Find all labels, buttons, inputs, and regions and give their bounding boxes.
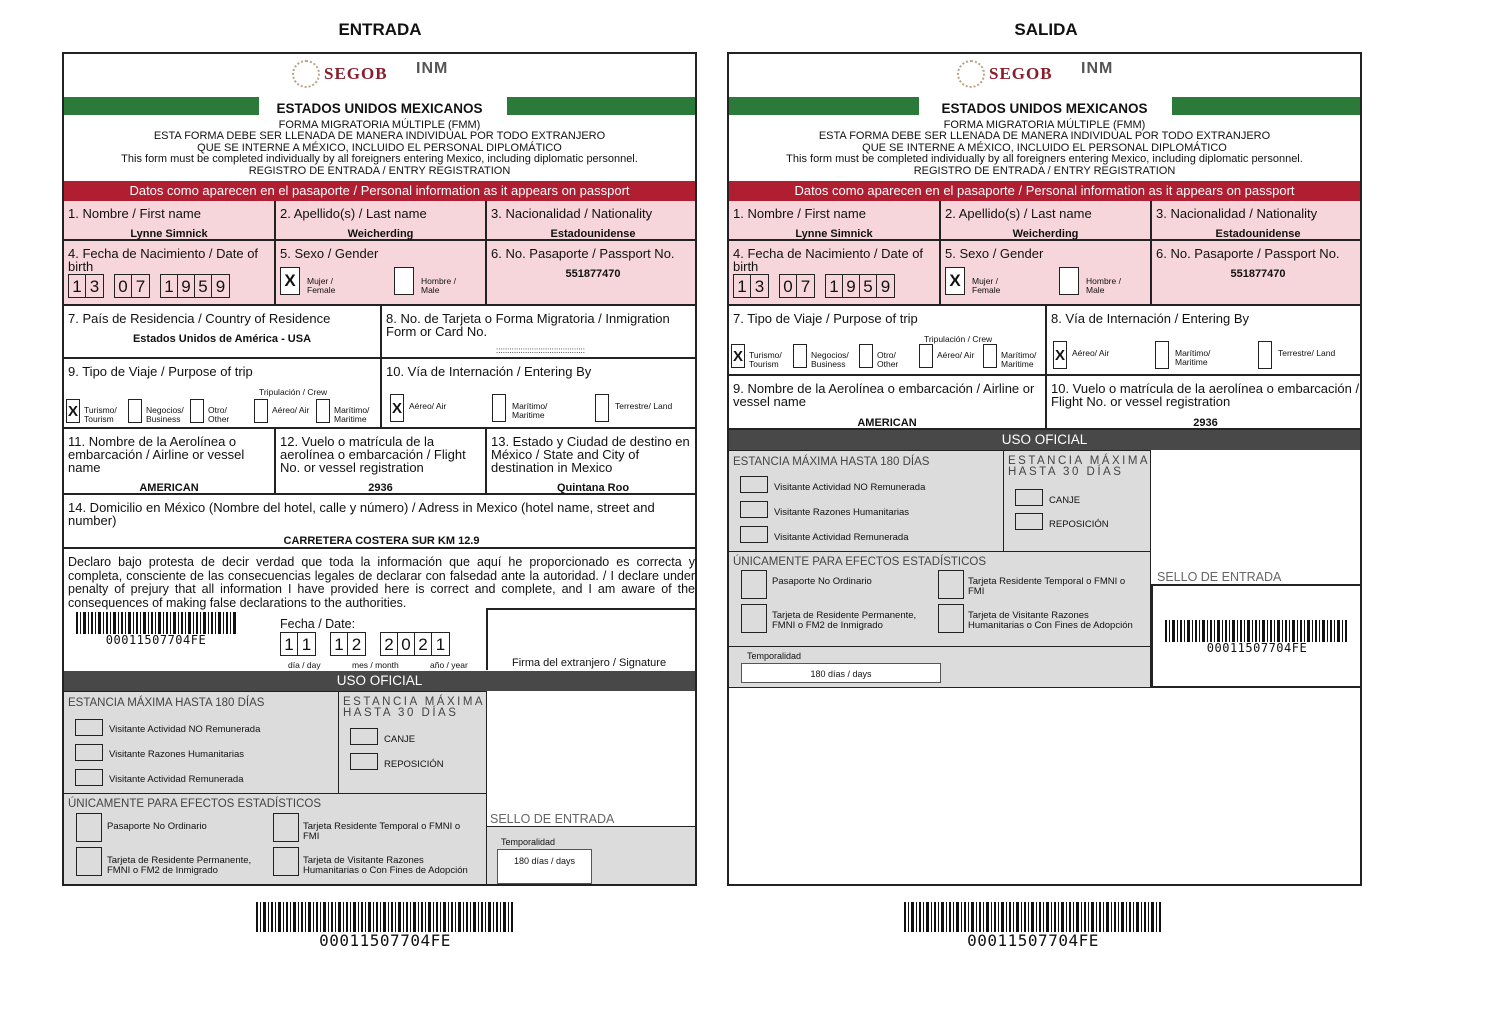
stay-30-panel (338, 691, 487, 794)
barcode-number: 00011507704FE (1206, 641, 1308, 655)
s4-label: Tarjeta de Visitante Razones Humanitarias o Con Fines de Adopción (968, 610, 1133, 631)
v2-label: Visitante Razones Humanitarias (774, 507, 910, 518)
stay-30-label: ESTANCIA MÁXIMA HASTA 30 DÍAS (343, 696, 485, 719)
entry-land-checkbox[interactable] (595, 394, 609, 422)
signature-label: Firma del extranjero / Signature (512, 657, 667, 669)
dob-field[interactable] (64, 241, 276, 306)
official-use-header: USO OFICIAL (729, 430, 1360, 450)
s1-checkbox[interactable] (76, 813, 102, 842)
salida-bottom-barcode (904, 902, 1162, 932)
last-name-value: Weicherding (347, 228, 414, 240)
field-label: 7. Tipo de Viaje / Purpose of trip (733, 311, 918, 326)
passport-value: 551877470 (565, 268, 621, 280)
field-label: 1. Nombre / First name (733, 206, 866, 221)
temporality-label: Temporalidad (747, 651, 802, 661)
inm-logo: INM (1081, 60, 1114, 77)
section-header: Datos como aparecen en el pasaporte / Personal information as it appears on passport (64, 181, 695, 201)
official-use-header: USO OFICIAL (64, 671, 695, 691)
male-checkbox[interactable] (1059, 267, 1079, 295)
field-label: 9. Nombre de la Aerolínea o embarcación / Airline or vessel name (733, 381, 1035, 409)
segob-logo: SEGOB (324, 64, 388, 83)
male-label: Hombre / Male (421, 276, 456, 295)
tourism-checkbox[interactable]: X (731, 344, 745, 368)
nationality-field[interactable] (487, 201, 697, 241)
reposicion-checkbox[interactable] (1015, 513, 1043, 530)
crew-air-label: Aéreo/ Air (272, 405, 310, 415)
canje-checkbox[interactable] (1015, 489, 1043, 506)
s2-checkbox[interactable] (938, 570, 964, 599)
entry-seal-label: SELLO DE ENTRADA (490, 812, 615, 826)
passport-field[interactable] (1152, 241, 1362, 306)
form-intro: FORMA MIGRATORIA MÚLTIPLE (FMM) ESTA FORMA DEBE SER LLENADA DE MANERA INDIVIDUAL POR TODO EXTRANJERO QUE SE INTERNE A MÉXICO, INCLUIDO EL PERSONAL DIPLOMÁTICO This form must be completed individually by all foreigners entering Mexico, including diplomatic personnel. REGISTRO DE ENTRADA / ENTRY REGISTRATION (786, 119, 1303, 177)
salida-barcode-number: 00011507704FE (967, 931, 1099, 950)
residence-value: Estados Unidos de América - USA (132, 333, 312, 345)
reposicion-label: REPOSICIÓN (384, 759, 444, 770)
exit-barcode-box (1151, 584, 1362, 688)
airline-field[interactable] (729, 376, 1047, 430)
destination-value: Quintana Roo (556, 482, 630, 494)
crew-label: Tripulación / Crew (924, 334, 993, 344)
nationality-field[interactable] (1152, 201, 1362, 241)
canje-label: CANJE (1049, 495, 1081, 506)
other-checkbox[interactable] (190, 399, 204, 423)
s4-checkbox[interactable] (938, 604, 964, 633)
residence-field[interactable] (64, 306, 382, 359)
temporality-panel (486, 826, 697, 886)
v1-label: Visitante Actividad NO Remunerada (109, 724, 261, 735)
temporality-value[interactable]: 180 días / days (741, 663, 941, 683)
entry-maritime-label: Marítimo/ Maritime (1175, 348, 1211, 367)
nationality-value: Estadounidense (550, 228, 636, 240)
passport-value: 551877470 (1230, 268, 1286, 280)
entry-land-label: Terrestre/ Land (615, 401, 673, 411)
barcode (76, 612, 236, 634)
barcode (1165, 620, 1349, 642)
v2-checkbox[interactable] (740, 501, 768, 518)
logo-block (292, 58, 472, 94)
v2-label: Visitante Razones Humanitarias (109, 749, 245, 760)
field-label: 4. Fecha de Nacimiento / Date of birth (733, 246, 924, 274)
card-number-value: :::::::::::::::::::::::::::::::::::::::: (496, 346, 585, 355)
segob-logo: SEGOB (989, 64, 1053, 83)
day-caption: día / day (288, 660, 321, 670)
s1-label: Pasaporte No Ordinario (772, 576, 872, 587)
s3-label: Tarjeta de Residente Permanente, FMNI o FM2 de Inmigrado (107, 855, 252, 876)
nationality-value: Estadounidense (1215, 228, 1301, 240)
passport-field[interactable] (487, 241, 697, 306)
s3-label: Tarjeta de Residente Permanente, FMNI o FM2 de Inmigrado (772, 610, 917, 631)
mexico-seal-icon (957, 60, 985, 88)
date-digits[interactable]: 1 1 1 2 2 0 2 1 (280, 632, 450, 656)
field-label: 2. Apellido(s) / Last name (945, 206, 1092, 221)
salida-heading: SALIDA (1014, 20, 1078, 39)
salida-form (727, 52, 1362, 886)
form-title: ESTADOS UNIDOS MEXICANOS (941, 101, 1148, 116)
v3-checkbox[interactable] (740, 526, 768, 543)
field-label: 14. Domicilio en México (Nombre del hotel, calle y número) / Adress in Mexico (hotel name, street and number) (68, 500, 655, 528)
reposicion-checkbox[interactable] (350, 753, 378, 770)
entrada-barcode-number: 00011507704FE (319, 931, 451, 950)
female-label: Mujer / Female (972, 276, 1001, 295)
field-label: 3. Nacionalidad / Nationality (1156, 206, 1318, 221)
field-label: 13. Estado y Ciudad de destino en México / State and City of destination in Mexico (491, 434, 690, 475)
declaration-text: Declaro bajo protesta de decir verdad que toda la información que aquí he proporcionado es correcta y completa, consciente de las consecuencias legales de declarar con falsedad ante la autoridad. / I declare under penalty of prejury that all information I have provided here is correct and complete, and I am aware of the consequences of making false declarations to the authorities. (68, 555, 695, 610)
first-name-field[interactable] (729, 201, 941, 241)
first-name-value: Lynne Simnick (130, 228, 208, 240)
male-checkbox[interactable] (394, 267, 414, 295)
dob-digits: 1 3 0 7 1 9 5 9 (68, 274, 230, 298)
date-label: Fecha / Date: (280, 617, 356, 631)
logo-block (957, 58, 1137, 94)
s1-checkbox[interactable] (741, 570, 767, 599)
inm-logo: INM (416, 60, 449, 77)
canje-checkbox[interactable] (350, 728, 378, 745)
other-label: Otro/ Other (877, 350, 899, 369)
other-label: Otro/ Other (208, 405, 230, 424)
female-checkbox[interactable]: X (945, 267, 965, 295)
dob-field[interactable] (729, 241, 941, 306)
field-label: 1. Nombre / First name (68, 206, 201, 221)
entering-by-field (382, 359, 697, 429)
stay-180-panel (62, 691, 339, 794)
field-label: 12. Vuelo o matrícula de la aerolínea o embarcación / Flight No. or vessel registration (280, 434, 466, 475)
temporality-label: Temporalidad (501, 837, 556, 847)
field-label: 10. Vía de Internación / Entering By (386, 364, 592, 379)
field-label: 11. Nombre de la Aerolínea o embarcación / Airline or vessel name (68, 434, 245, 475)
field-label: 8. Vía de Internación / Entering By (1051, 311, 1250, 326)
entry-air-checkbox[interactable]: X (390, 394, 404, 422)
entrada-bottom-barcode (256, 902, 514, 932)
entry-air-label: Aéreo/ Air (409, 401, 447, 411)
entrada-form (62, 52, 697, 886)
flight-value: 2936 (368, 482, 393, 494)
male-label: Hombre / Male (1086, 276, 1121, 295)
trip-purpose-field (729, 306, 1047, 376)
address-value: CARRETERA COSTERA SUR KM 12.9 (283, 535, 480, 547)
crew-maritime-label: Marítimo/ Maritime (1001, 350, 1037, 369)
s4-checkbox[interactable] (273, 847, 299, 876)
entry-maritime-checkbox[interactable] (1155, 341, 1169, 369)
crew-air-checkbox[interactable] (254, 399, 268, 423)
field-label: 6. No. Pasaporte / Passport No. (491, 246, 675, 261)
reposicion-label: REPOSICIÓN (1049, 519, 1109, 530)
flight-field[interactable] (1047, 376, 1362, 430)
flight-value: 2936 (1193, 417, 1218, 429)
s4-label: Tarjeta de Visitante Razones Humanitarias o Con Fines de Adopción (303, 855, 468, 876)
business-checkbox[interactable] (793, 344, 807, 368)
entering-by-field (1047, 306, 1362, 376)
crew-maritime-label: Marítimo/ Maritime (334, 405, 370, 424)
entry-seal-label: SELLO DE ENTRADA (1157, 570, 1282, 584)
v2-checkbox[interactable] (75, 744, 103, 761)
crew-maritime-checkbox[interactable] (316, 399, 330, 423)
stay-180-panel (727, 450, 1004, 552)
crew-label: Tripulación / Crew (259, 387, 328, 397)
other-checkbox[interactable] (859, 344, 873, 368)
gender-field (941, 241, 1152, 306)
v3-label: Visitante Actividad Remunerada (109, 774, 244, 785)
business-label: Negocios/ Business (146, 405, 184, 424)
s2-label: Tarjeta Residente Temporal o FMNI o FMI (968, 576, 1126, 597)
last-name-value: Weicherding (1012, 228, 1079, 240)
s2-label: Tarjeta Residente Temporal o FMNI o FMI (303, 821, 461, 842)
stats-panel (62, 793, 487, 886)
stay-30-panel (1003, 450, 1151, 552)
crew-air-label: Aéreo/ Air (937, 350, 975, 360)
v3-checkbox[interactable] (75, 769, 103, 786)
business-label: Negocios/ Business (811, 350, 849, 369)
trip-purpose-field (64, 359, 382, 429)
month-caption: mes / month (352, 660, 399, 670)
temporality-panel (727, 646, 1151, 688)
section-header: Datos como aparecen en el pasaporte / Personal information as it appears on passport (729, 181, 1360, 201)
crew-maritime-checkbox[interactable] (983, 344, 997, 368)
v1-label: Visitante Actividad NO Remunerada (774, 482, 926, 493)
field-label: 6. No. Pasaporte / Passport No. (1156, 246, 1340, 261)
entry-land-checkbox[interactable] (1258, 341, 1272, 369)
field-label: 5. Sexo / Gender (945, 246, 1044, 261)
tourism-label: Turismo/ Tourism (749, 350, 782, 369)
field-label: 8. No. de Tarjeta o Forma Migratoria / Inmigration Form or Card No. (386, 311, 670, 339)
v1-checkbox[interactable] (75, 719, 103, 736)
business-checkbox[interactable] (128, 399, 142, 423)
destination-field[interactable] (487, 429, 697, 495)
stats-label: ÚNICAMENTE PARA EFECTOS ESTADÍSTICOS (733, 556, 987, 568)
gender-field (276, 241, 487, 306)
v1-checkbox[interactable] (740, 476, 768, 493)
s1-label: Pasaporte No Ordinario (107, 821, 207, 832)
entrada-heading: ENTRADA (338, 20, 422, 39)
stay-180-label: ESTANCIA MÁXIMA HASTA 180 DÍAS (68, 697, 265, 709)
s3-checkbox[interactable] (741, 604, 767, 633)
signature-box[interactable] (486, 608, 697, 670)
entry-maritime-checkbox[interactable] (492, 394, 506, 422)
field-label: 4. Fecha de Nacimiento / Date of birth (68, 246, 259, 274)
canje-label: CANJE (384, 734, 416, 745)
airline-value: AMERICAN (857, 417, 917, 429)
entry-air-label: Aéreo/ Air (1072, 348, 1110, 358)
form-intro: FORMA MIGRATORIA MÚLTIPLE (FMM) ESTA FORMA DEBE SER LLENADA DE MANERA INDIVIDUAL POR TODO EXTRANJERO QUE SE INTERNE A MÉXICO, INCLUIDO EL PERSONAL DIPLOMÁTICO This form must be completed individually by all foreigners entering Mexico, including diplomatic personnel. REGISTRO DE ENTRADA / ENTRY REGISTRATION (121, 119, 638, 177)
tourism-label: Turismo/ Tourism (84, 405, 117, 424)
field-label: 3. Nacionalidad / Nationality (491, 206, 653, 221)
stay-30-label: ESTANCIA MÁXIMA HASTA 30 DÍAS (1008, 455, 1150, 478)
stay-180-label: ESTANCIA MÁXIMA HASTA 180 DÍAS (733, 456, 930, 468)
stats-label: ÚNICAMENTE PARA EFECTOS ESTADÍSTICOS (68, 798, 322, 810)
last-name-field[interactable] (941, 201, 1152, 241)
field-label: 7. País de Residencia / Country of Residence (68, 311, 331, 326)
field-label: 5. Sexo / Gender (280, 246, 379, 261)
first-name-field[interactable] (64, 201, 276, 241)
s3-checkbox[interactable] (76, 847, 102, 876)
mexico-seal-icon (292, 60, 320, 88)
airline-field[interactable] (64, 429, 276, 495)
last-name-field[interactable] (276, 201, 487, 241)
first-name-value: Lynne Simnick (795, 228, 873, 240)
v3-label: Visitante Actividad Remunerada (774, 532, 909, 543)
s2-checkbox[interactable] (273, 813, 299, 842)
tourism-checkbox[interactable]: X (66, 399, 80, 423)
entry-maritime-label: Marítimo/ Maritime (512, 401, 548, 420)
crew-air-checkbox[interactable] (919, 344, 933, 368)
field-label: 10. Vuelo o matrícula de la aerolínea o embarcación / Flight No. or vessel registration (1051, 381, 1360, 409)
barcode-number: 00011507704FE (105, 633, 207, 647)
flight-field[interactable] (276, 429, 487, 495)
entry-air-checkbox[interactable]: X (1053, 341, 1067, 369)
year-caption: año / year (430, 660, 468, 670)
address-field[interactable] (64, 495, 697, 549)
dob-digits: 1 3 0 7 1 9 5 9 (733, 274, 895, 298)
immigration-card-field[interactable] (382, 306, 697, 359)
female-label: Mujer / Female (307, 276, 336, 295)
female-checkbox[interactable]: X (280, 267, 300, 295)
field-label: 2. Apellido(s) / Last name (280, 206, 427, 221)
temporality-value[interactable]: 180 días / days (497, 849, 592, 884)
airline-value: AMERICAN (139, 482, 199, 494)
field-label: 9. Tipo de Viaje / Purpose of trip (68, 364, 253, 379)
entry-land-label: Terrestre/ Land (1278, 348, 1336, 358)
stats-panel (727, 551, 1151, 647)
form-title: ESTADOS UNIDOS MEXICANOS (276, 101, 483, 116)
